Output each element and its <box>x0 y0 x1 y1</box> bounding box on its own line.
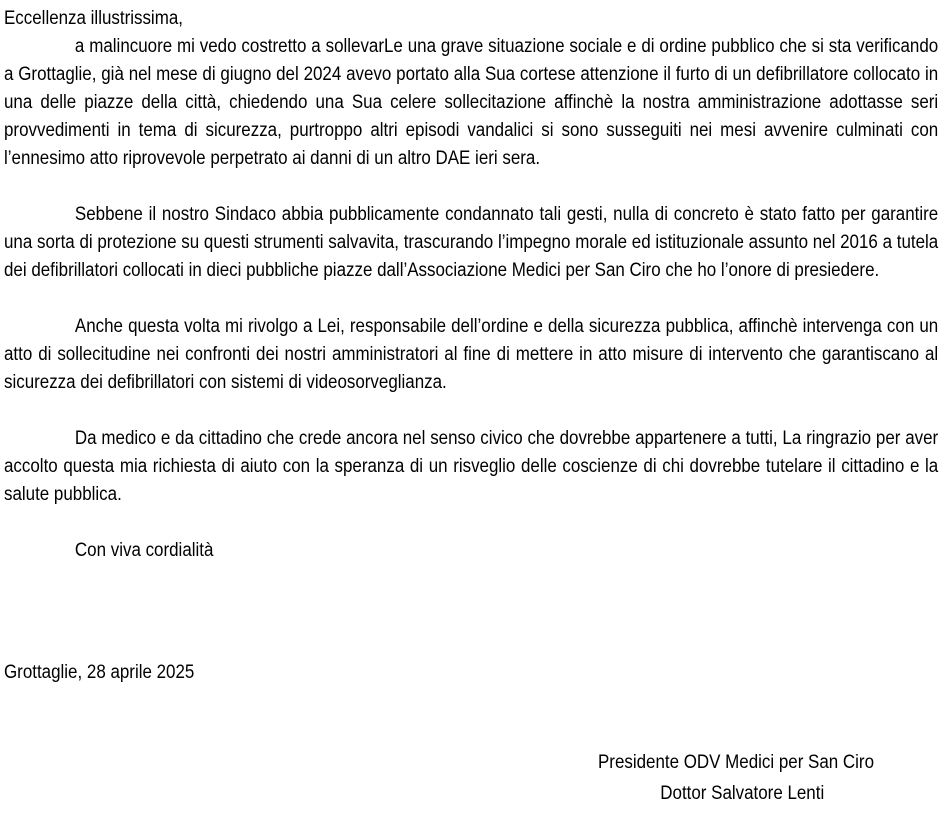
closing: Con viva cordialità <box>74 539 214 561</box>
signature-name: Dottor Salvatore Lenti <box>660 782 825 804</box>
place-date: Grottaglie, 28 aprile 2025 <box>4 661 195 683</box>
paragraph-4: Da medico e da cittadino che crede ancora nel senso civico che dovrebbe appartenere a tutti, La ringrazio per aver accolto questa mia richiesta di aiuto con la speranza di un risveglio delle coscienze di chi dovrebbe tutelare il cittadino e la salute pubblica. <box>4 427 939 505</box>
signature-title: Presidente ODV Medici per San Ciro <box>598 751 875 773</box>
paragraph-1: a malincuore mi vedo costretto a sollevarLe una grave situazione sociale e di ordine pubblico che si sta verificando a Grottaglie, già nel mese di giugno del 2024 avevo portato alla Sua cortese attenzione il furto di un defibrillatore collocato in una delle piazze della città, chiedendo una Sua celere sollecitazione affinchè la nostra amministrazione adottasse seri provvedimenti in tema di sicurezza, purtroppo altri episodi vandalici si sono susseguiti nei mesi avvenire culminati con l’ennesimo atto riprovevole perpetrato ai danni di un altro DAE ieri sera. <box>4 35 939 169</box>
paragraph-2: Sebbene il nostro Sindaco abbia pubblicamente condannato tali gesti, nulla di concreto è stato fatto per garantire una sorta di protezione su questi strumenti salvavita, trascurando l’impegno morale ed istituzionale assunto nel 2016 a tutela dei defibrillatori collocati in dieci pubbliche piazze dall’Associazione Medici per San Ciro che ho l’onore di presiedere. <box>4 203 939 281</box>
letter-text-block <box>4 4 938 564</box>
letter-body <box>4 4 939 564</box>
paragraph-3: Anche questa volta mi rivolgo a Lei, responsabile dell’ordine e della sicurezza pubblica, affinchè intervenga con un atto di sollecitudine nei confronti dei nostri amministratori al fine di mettere in atto misure di intervento che garantiscano al sicurezza dei defibrillatori con sistemi di videosorveglianza. <box>4 315 939 393</box>
signature-block <box>598 747 918 809</box>
salutation: Eccellenza illustrissima, <box>4 7 183 29</box>
